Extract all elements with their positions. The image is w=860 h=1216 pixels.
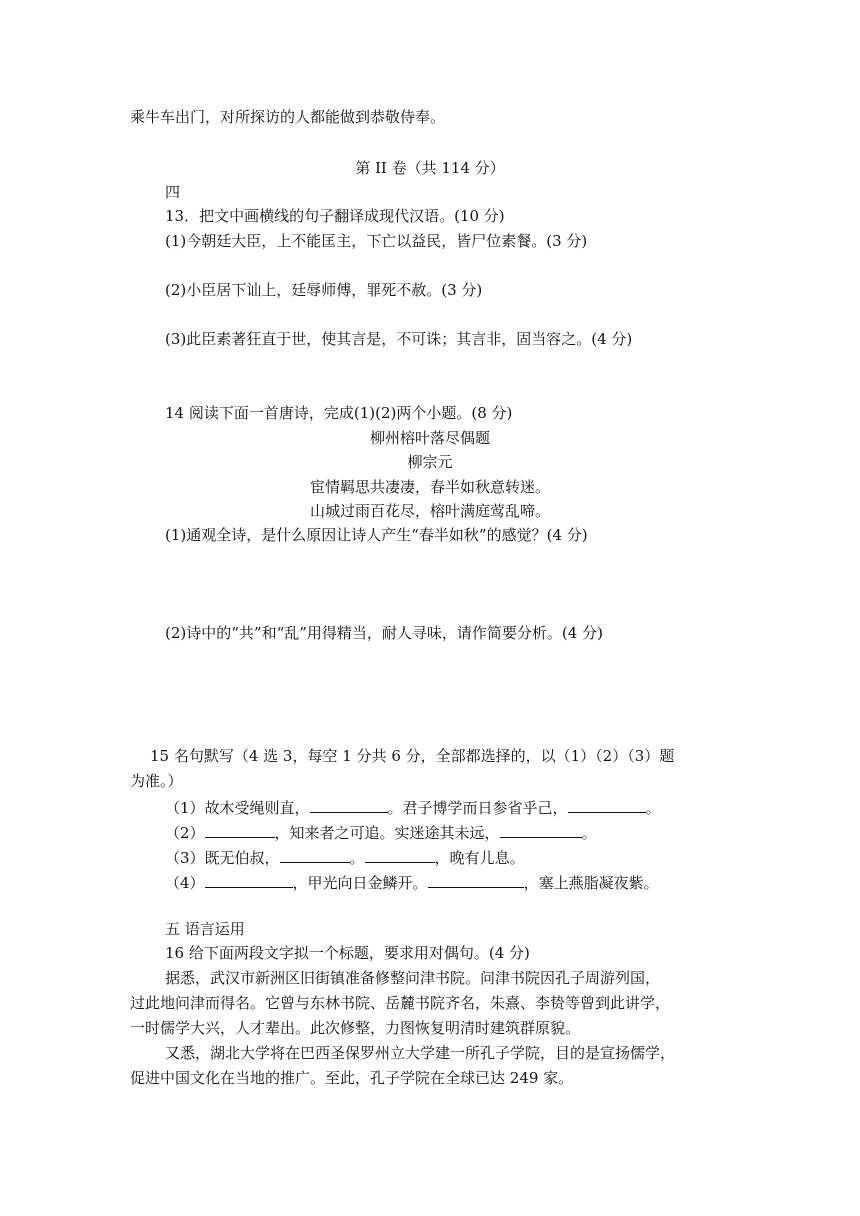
q15-item-1-text-b: 。君子博学而日参省乎己， xyxy=(387,799,568,817)
answer-blank[interactable] xyxy=(205,821,275,838)
answer-blank[interactable] xyxy=(500,821,582,838)
q15-item-4-text-a: （4） xyxy=(165,874,205,892)
q13-prompt: 13．把文中画横线的句子翻译成现代汉语。(10 分) xyxy=(165,207,505,225)
answer-blank[interactable] xyxy=(310,796,388,813)
q15-item-4-text-b: ，甲光向日金鳞开。 xyxy=(292,874,428,892)
q15-item-1-text-a: （1）故木受绳则直， xyxy=(165,799,310,817)
intro-line: 乘牛车出门，对所探访的人都能做到恭敬侍奉。 xyxy=(130,108,446,126)
q16-prompt: 16 给下面两段文字拟一个标题，要求用对偶句。(4 分) xyxy=(165,944,530,962)
q15-item-2 xyxy=(165,821,597,844)
q14-sub-1: (1)通观全诗，是什么原因让诗人产生“春半如秋”的感觉？(4 分) xyxy=(165,526,588,544)
section-4-label: 四 xyxy=(165,183,181,201)
q15-item-4 xyxy=(165,871,659,894)
q15-item-3 xyxy=(165,846,525,869)
q15-item-2-text-c: 。 xyxy=(581,824,597,842)
q13-item-2: (2)小臣居下讪上，廷辱师傅，罪死不赦。(3 分) xyxy=(165,281,483,299)
q15-item-4-text-c: ，塞上燕脂凝夜紫。 xyxy=(523,874,659,892)
q13-item-1: (1)今朝廷大臣，上不能匡主，下亡以益民，皆尸位素餐。(3 分) xyxy=(165,232,588,250)
q14-sub-2: (2)诗中的“共”和“乱”用得精当，耐人寻味，请作简要分析。(4 分) xyxy=(165,624,603,642)
q15-item-3-text-a: （3）既无伯叔， xyxy=(165,849,280,867)
answer-blank[interactable] xyxy=(280,846,350,863)
answer-blank[interactable] xyxy=(205,871,293,888)
poem-title: 柳州榕叶落尽偶题 xyxy=(369,429,490,447)
answer-blank[interactable] xyxy=(365,846,435,863)
paragraph-1-line-3: 一时儒学大兴，人才辈出。此次修整，力图恢复明清时建筑群原貌。 xyxy=(130,1019,581,1037)
answer-blank[interactable] xyxy=(428,871,524,888)
section-5-heading: 五 语言运用 xyxy=(165,920,245,938)
paragraph-2-line-1: 又悉，湖北大学将在巴西圣保罗州立大学建一所孔子学院，目的是宣扬儒学， xyxy=(165,1044,676,1062)
paragraph-1-line-1: 据悉，武汉市新洲区旧街镇准备修整问津书院。问津书院因孔子周游列国， xyxy=(165,969,661,987)
q15-item-1-text-c: 。 xyxy=(645,799,661,817)
q15-item-2-text-a: （2） xyxy=(165,824,205,842)
poem-author: 柳宗元 xyxy=(407,453,453,471)
q15-item-2-text-b: ，知来者之可追。实迷途其未远， xyxy=(274,824,500,842)
q15-prompt-line-1: 15 名句默写（4 选 3，每空 1 分共 6 分，全部都选择的，以（1）（2）（3）题 xyxy=(150,747,675,765)
q13-item-3: (3)此臣素著狂直于世，使其言是，不可诛；其言非，固当容之。(4 分) xyxy=(165,330,633,348)
q15-item-3-text-b: 。 xyxy=(349,849,365,867)
paragraph-2-line-2: 促进中国文化在当地的推广。至此，孔子学院在全球已达 249 家。 xyxy=(130,1069,574,1087)
poem-line-2: 山城过雨百花尽，榕叶满庭莺乱啼。 xyxy=(309,502,550,520)
q14-prompt: 14 阅读下面一首唐诗，完成(1)(2)两个小题。(8 分) xyxy=(165,404,513,422)
q15-item-1 xyxy=(165,796,661,819)
q15-prompt-line-2: 为准。） xyxy=(130,772,183,790)
volume-title: 第 II 卷（共 114 分） xyxy=(355,159,505,177)
paragraph-1-line-2: 过此地问津而得名。它曾与东林书院、岳麓书院齐名，朱熹、李贽等曾到此讲学， xyxy=(130,994,671,1012)
answer-blank[interactable] xyxy=(568,796,646,813)
q15-item-3-text-c: ，晚有儿息。 xyxy=(434,849,525,867)
poem-line-1: 宦情羁思共凄凄，春半如秋意转迷。 xyxy=(309,478,550,496)
